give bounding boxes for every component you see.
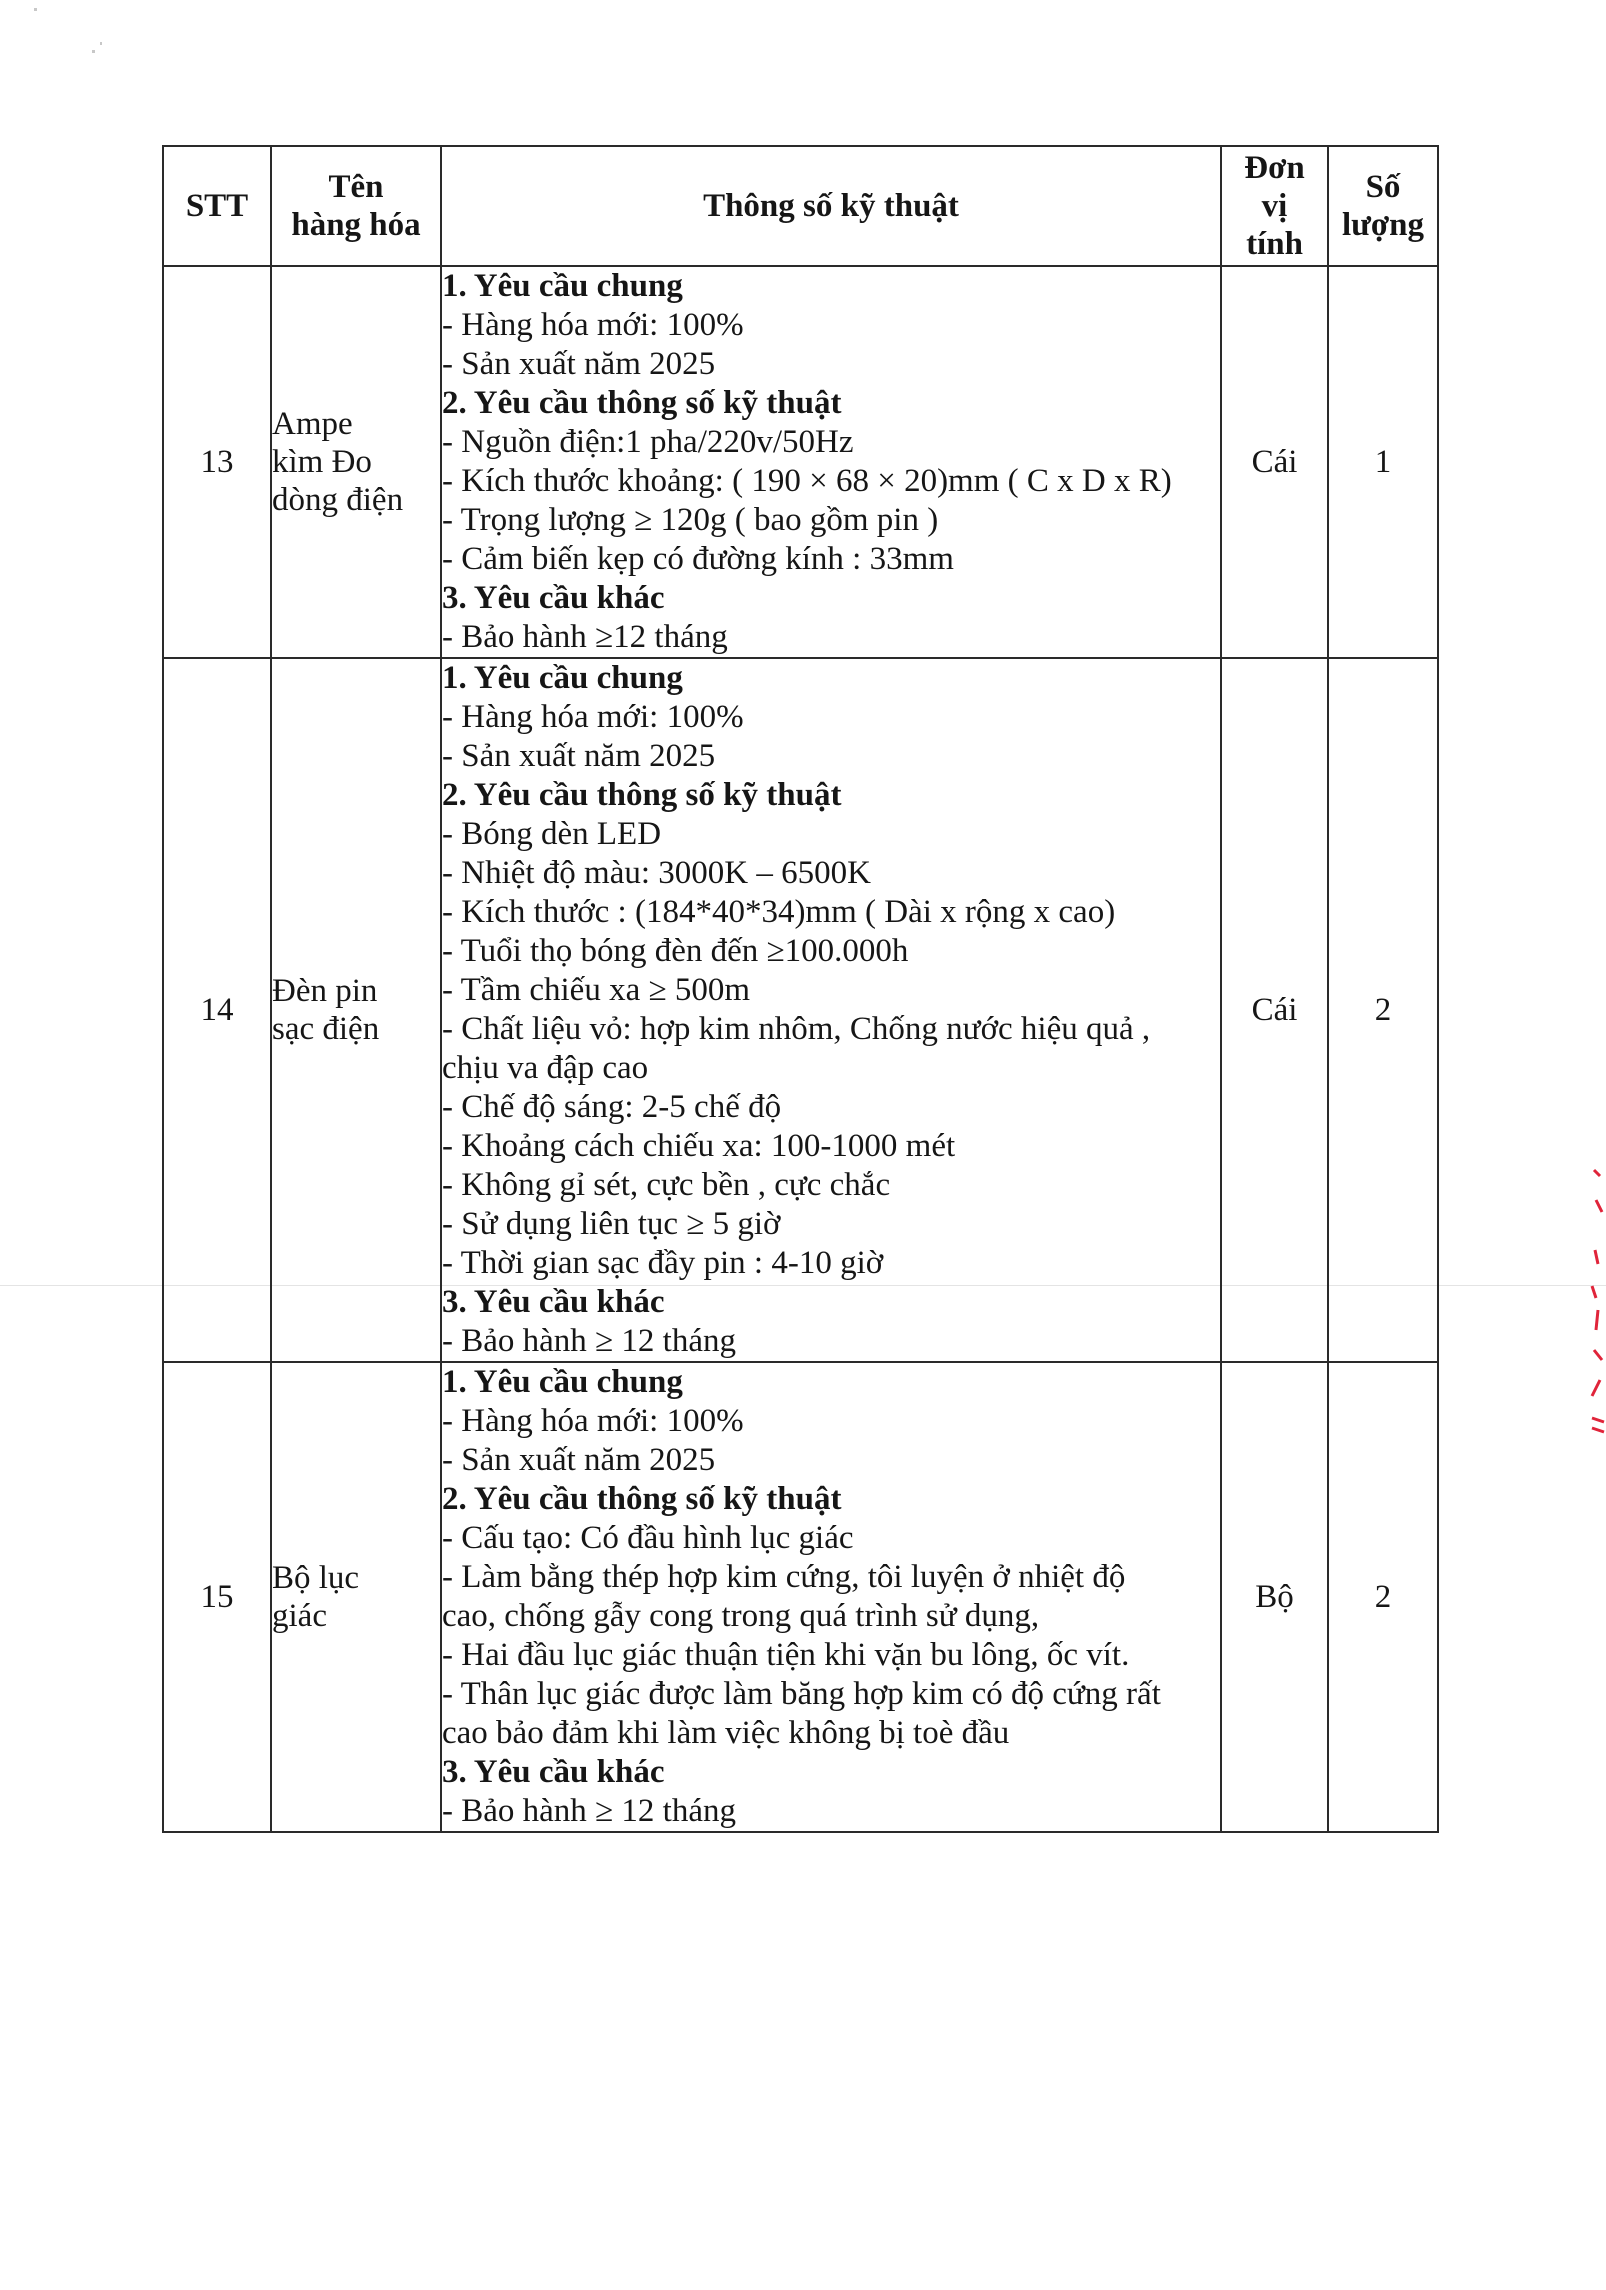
- spec-line: - Sản xuất năm 2025: [442, 738, 716, 774]
- spec-line: - Thời gian sạc đầy pin : 4-10 giờ: [442, 1245, 884, 1281]
- spec-line: - Tầm chiếu xa ≥ 500m: [442, 972, 751, 1008]
- spec-line: - Bảo hành ≥ 12 tháng: [442, 1323, 736, 1359]
- item-unit: Cái: [1221, 266, 1328, 658]
- spec-line: - Hàng hóa mới: 100%: [442, 699, 744, 735]
- spec-line: - Nguồn điện:1 pha/220v/50Hz: [442, 424, 854, 460]
- item-unit: Cái: [1221, 658, 1328, 1362]
- spec-line: - Sản xuất năm 2025: [442, 346, 716, 382]
- row-number: 13: [163, 266, 271, 658]
- item-unit: Bộ: [1221, 1362, 1328, 1832]
- spec-line: - Sản xuất năm 2025: [442, 1442, 716, 1478]
- header-unit-line: Đơn: [1244, 150, 1305, 186]
- header-quantity-line: lượng: [1341, 207, 1425, 243]
- header-quantity: [1328, 146, 1438, 266]
- spec-section-heading: 3. Yêu cầu khác: [442, 580, 665, 616]
- header-unit-line: tính: [1246, 226, 1303, 262]
- item-name-line: Bộ lục: [272, 1560, 360, 1596]
- item-name-line: sạc điện: [272, 1011, 380, 1047]
- item-name-line: Đèn pin: [272, 973, 378, 1009]
- red-stamp-edge: [1586, 1160, 1606, 1460]
- spec-section-heading: 2. Yêu cầu thông số kỹ thuật: [442, 385, 842, 421]
- spec-section-heading: 1. Yêu cầu chung: [442, 660, 683, 696]
- spec-line: - Kích thước khoảng: ( 190 × 68 × 20)mm ( C x D x R): [442, 463, 1172, 499]
- scan-speck: [92, 50, 95, 53]
- spec-line: - Kích thước : (184*40*34)mm ( Dài x rộng x cao): [442, 894, 1116, 930]
- header-item-name-line: hàng hóa: [291, 207, 421, 243]
- row-number: 14: [163, 658, 271, 1362]
- spec-line: cao bảo đảm khi làm việc không bị toè đầu: [442, 1715, 1010, 1751]
- spec-line: - Bảo hành ≥12 tháng: [442, 619, 728, 655]
- spec-line: - Bóng dèn LED: [442, 816, 662, 852]
- spec-section-heading: 3. Yêu cầu khác: [442, 1754, 665, 1790]
- spec-line: cao, chống gẫy cong trong quá trình sử dụng,: [442, 1598, 1040, 1634]
- spec-line: - Nhiệt độ màu: 3000K – 6500K: [442, 855, 871, 891]
- item-name: [271, 266, 441, 658]
- item-specifications: [441, 266, 1221, 658]
- item-specifications: [441, 1362, 1221, 1832]
- spec-line: - Bảo hành ≥ 12 tháng: [442, 1793, 736, 1829]
- spec-line: - Hàng hóa mới: 100%: [442, 307, 744, 343]
- header-specifications: Thông số kỹ thuật: [441, 146, 1221, 266]
- header-unit-line: vị: [1261, 188, 1288, 224]
- item-name-line: Ampe: [272, 406, 353, 442]
- scan-speck: [100, 42, 102, 45]
- spec-section-heading: 1. Yêu cầu chung: [442, 268, 683, 304]
- header-quantity-line: Số: [1365, 169, 1401, 205]
- item-name-line: dòng điện: [272, 482, 404, 518]
- table-row: [163, 266, 1438, 658]
- row-number: 15: [163, 1362, 271, 1832]
- item-quantity: 2: [1328, 658, 1438, 1362]
- item-name-line: kìm Đo: [272, 444, 372, 480]
- table-row: [163, 658, 1438, 1362]
- specification-table: [162, 145, 1439, 1833]
- table-header-row: [163, 146, 1438, 266]
- spec-line: - Trọng lượng ≥ 120g ( bao gồm pin ): [442, 502, 939, 538]
- spec-line: - Hàng hóa mới: 100%: [442, 1403, 744, 1439]
- spec-line: - Sử dụng liên tục ≥ 5 giờ: [442, 1206, 781, 1242]
- spec-section-heading: 3. Yêu cầu khác: [442, 1284, 665, 1320]
- spec-section-heading: 2. Yêu cầu thông số kỹ thuật: [442, 777, 842, 813]
- item-quantity: 2: [1328, 1362, 1438, 1832]
- item-name-line: giác: [272, 1598, 327, 1634]
- spec-line: - Tuổi thọ bóng đèn đến ≥100.000h: [442, 933, 909, 969]
- header-item-name: [271, 146, 441, 266]
- spec-line: - Thân lục giác được làm băng hợp kim có độ cứng rất: [442, 1676, 1161, 1712]
- spec-line: - Hai đầu lục giác thuận tiện khi vặn bu lông, ốc vít.: [442, 1637, 1130, 1673]
- item-name: [271, 658, 441, 1362]
- spec-line: - Cấu tạo: Có đầu hình lục giác: [442, 1520, 854, 1556]
- scan-speck: [34, 8, 37, 11]
- spec-line: - Khoảng cách chiếu xa: 100-1000 mét: [442, 1128, 956, 1164]
- spec-section-heading: 2. Yêu cầu thông số kỹ thuật: [442, 1481, 842, 1517]
- spec-section-heading: 1. Yêu cầu chung: [442, 1364, 683, 1400]
- spec-line: - Làm bằng thép hợp kim cứng, tôi luyện ở nhiệt độ: [442, 1559, 1126, 1595]
- header-item-name-line: Tên: [328, 169, 384, 205]
- item-specifications: [441, 658, 1221, 1362]
- table-row: [163, 1362, 1438, 1832]
- spec-line: - Chất liệu vỏ: hợp kim nhôm, Chống nước hiệu quả ,: [442, 1011, 1151, 1047]
- header-stt: STT: [163, 146, 271, 266]
- spec-line: - Cảm biến kẹp có đường kính : 33mm: [442, 541, 954, 577]
- item-name: [271, 1362, 441, 1832]
- stamp-fragment-graphic: [1586, 1160, 1606, 1460]
- spec-line: - Chế độ sáng: 2-5 chế độ: [442, 1089, 782, 1125]
- header-unit: [1221, 146, 1328, 266]
- spec-line: chịu va đập cao: [442, 1050, 649, 1086]
- item-quantity: 1: [1328, 266, 1438, 658]
- spec-line: - Không gỉ sét, cực bền , cực chắc: [442, 1167, 891, 1203]
